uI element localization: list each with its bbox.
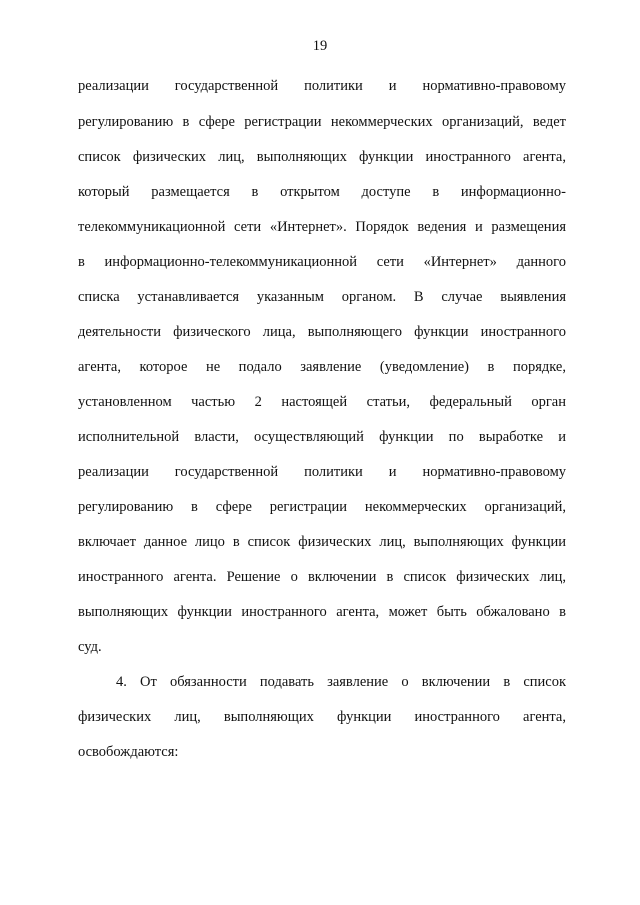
text-line: реализации государственной политики и нормативно-правовому	[78, 78, 566, 94]
text-line: телекоммуникационной сети «Интернет». Порядок ведения и размещения	[78, 219, 566, 235]
page-number: 19	[312, 38, 328, 54]
text-line: деятельности физического лица, выполняющего функции иностранного	[78, 324, 566, 340]
text-line: иностранного агента. Решение о включении в список физических лиц,	[78, 569, 566, 585]
text-line: список физических лиц, выполняющих функции иностранного агента,	[78, 149, 566, 165]
text-line: физических лиц, выполняющих функции иностранного агента,	[78, 709, 566, 725]
text-line: регулированию в сфере регистрации некоммерческих организаций, ведет	[78, 114, 566, 130]
text-line: включает данное лицо в список физических лиц, выполняющих функции	[78, 534, 566, 550]
text-line: исполнительной власти, осуществляющий функции по выработке и	[78, 429, 566, 445]
text-line: регулированию в сфере регистрации некоммерческих организаций,	[78, 499, 566, 515]
text-line: суд.	[78, 639, 102, 655]
text-line: в информационно-телекоммуникационной сети «Интернет» данного	[78, 254, 566, 270]
text-line: установленном частью 2 настоящей статьи, федеральный орган	[78, 394, 566, 410]
paragraph-first-line: 4. От обязанности подавать заявление о включении в список	[116, 674, 566, 690]
text-line: реализации государственной политики и нормативно-правовому	[78, 464, 566, 480]
text-line: который размещается в открытом доступе в информационно-	[78, 184, 566, 200]
text-line: агента, которое не подало заявление (уведомление) в порядке,	[78, 359, 566, 375]
text-line: списка устанавливается указанным органом. В случае выявления	[78, 289, 566, 305]
text-line: освобождаются:	[78, 744, 179, 760]
text-line: выполняющих функции иностранного агента, может быть обжаловано в	[78, 604, 566, 620]
